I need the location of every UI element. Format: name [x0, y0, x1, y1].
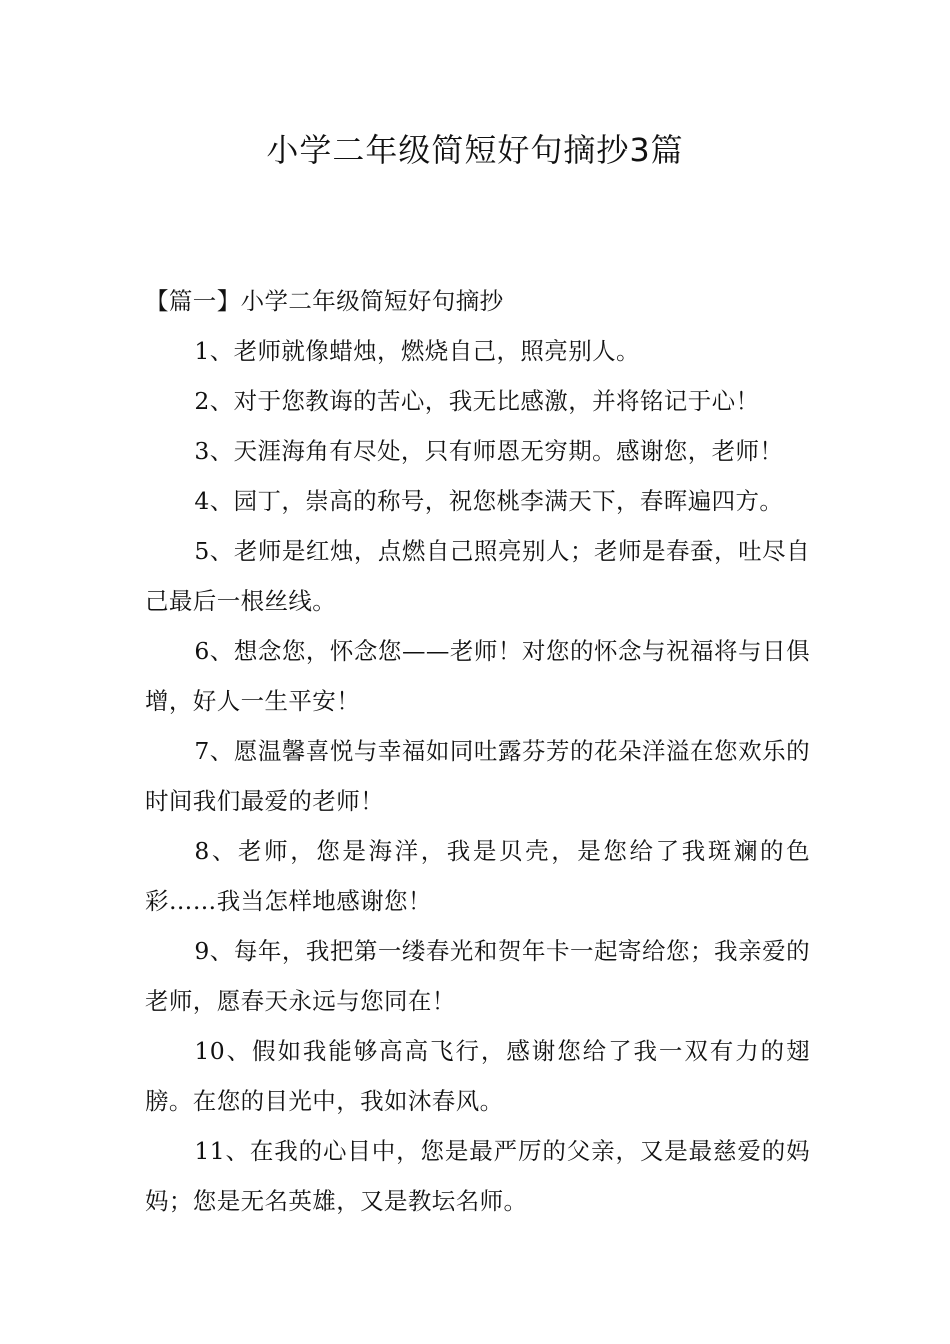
list-item: 9、每年，我把第一缕春光和贺年卡一起寄给您；我亲爱的老师，愿春天永远与您同在！	[145, 937, 810, 1015]
list-item: 7、愿温馨喜悦与幸福如同吐露芬芳的花朵洋溢在您欢乐的时间我们最爱的老师！	[145, 737, 810, 815]
list-item: 11、在我的心目中，您是最严厉的父亲，又是最慈爱的妈妈；您是无名英雄，又是教坛名师。	[145, 1137, 810, 1215]
list-item: 6、想念您，怀念您——老师！对您的怀念与祝福将与日俱增，好人一生平安！	[145, 637, 810, 715]
document-body	[145, 276, 810, 1226]
list-item: 4、园丁，崇高的称号，祝您桃李满天下，春晖遍四方。	[194, 487, 784, 515]
document-title: 小学二年级简短好句摘抄3篇	[266, 131, 684, 169]
list-item: 8、老师，您是海洋，我是贝壳，是您给了我斑斓的色彩……我当怎样地感谢您！	[145, 837, 810, 915]
list-item: 10、假如我能够高高飞行，感谢您给了我一双有力的翅膀。在您的目光中，我如沐春风。	[145, 1037, 810, 1115]
list-item: 2、对于您教诲的苦心，我无比感激，并将铭记于心！	[194, 387, 760, 415]
list-item: 3、天涯海角有尽处，只有师恩无穷期。感谢您，老师！	[194, 437, 784, 465]
section-heading: 【篇一】小学二年级简短好句摘抄	[145, 287, 504, 315]
list-item: 1、老师就像蜡烛，燃烧自己，照亮别人。	[194, 337, 640, 365]
list-item: 5、老师是红烛，点燃自己照亮别人；老师是春蚕，吐尽自己最后一根丝线。	[145, 537, 810, 615]
